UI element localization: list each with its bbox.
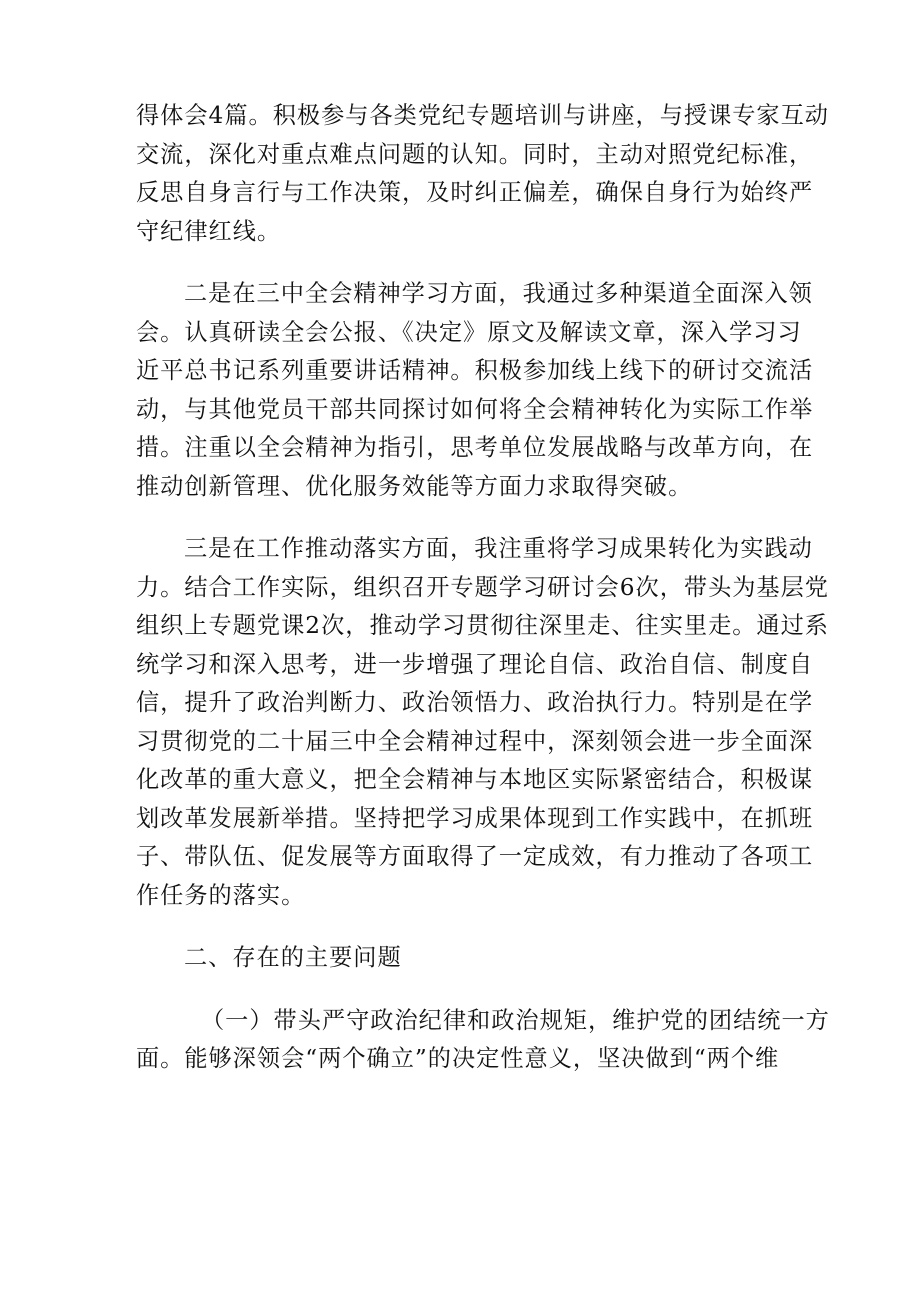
text-line: 划改革发展新举措。坚持把学习成果体现到工作实践中，在抓班 — [136, 804, 814, 832]
text-line: 反思自身言行与工作决策，及时纠正偏差，确保自身行为始终严 — [136, 179, 814, 206]
text-line: 化改革的重大意义，把全会精神与本地区实际紧密结合，积极谋 — [136, 766, 814, 793]
paragraph-1 — [136, 97, 829, 251]
text-line: 交流，深化对重点难点问题的认知。同时，主动对照党纪标准， — [136, 140, 814, 168]
text-line: 近平总书记系列重要讲话精神。积极参加线上线下的研讨交流活 — [136, 357, 814, 384]
text-line: 守纪律红线。 — [136, 217, 282, 245]
text-line: 二是在三中全会精神学习方面，我通过多种渠道全面深入领 — [184, 280, 813, 307]
paragraph-4 — [136, 1002, 830, 1079]
text-line: 三是在工作推动落实方面，我注重将学习成果转化为实践动 — [184, 535, 813, 562]
paragraph-spacer — [136, 915, 786, 939]
section-heading-text: 二、存在的主要问题 — [184, 944, 402, 971]
paragraph-spacer — [136, 978, 786, 1002]
text-line: 措。注重以全会精神为指引，思考单位发展战略与改革方向，在 — [136, 434, 814, 461]
paragraph-2 — [136, 275, 814, 506]
text-line: 得体会4篇。积极参与各类党纪专题培训与讲座，与授课专家互动 — [136, 102, 829, 129]
section-heading — [136, 939, 786, 978]
text-line: 统学习和深入思考，进一步增强了理论自信、政治自信、制度自 — [136, 650, 814, 678]
text-line: 作任务的落实。 — [136, 881, 306, 909]
paragraph-spacer — [136, 506, 786, 530]
text-line: 面。能够深领会“两个确立”的决定性意义，坚决做到“两个维 — [136, 1045, 780, 1072]
text-line: 信，提升了政治判断力、政治领悟力、政治执行力。特别是在学 — [136, 689, 814, 716]
text-line: 习贯彻党的二十届三中全会精神过程中，深刻领会进一步全面深 — [136, 727, 814, 755]
paragraph-spacer — [136, 251, 786, 275]
document-body — [136, 97, 830, 1079]
text-line: 组织上专题党课2次，推动学习贯彻往深里走、往实里走。通过系 — [136, 612, 829, 639]
text-line: （一）带头严守政治纪律和政治规矩，维护党的团结统一方 — [201, 1006, 830, 1034]
paragraph-3 — [136, 530, 829, 915]
text-line: 力。结合工作实际，组织召开专题学习研讨会6次，带头为基层党 — [136, 573, 829, 601]
text-line: 推动创新管理、优化服务效能等方面力求取得突破。 — [136, 472, 693, 500]
text-line: 会。认真研读全会公报、《决定》原文及解读文章，深入学习习 — [136, 318, 802, 346]
text-line: 动，与其他党员干部共同探讨如何将全会精神转化为实际工作举 — [136, 395, 814, 423]
text-line: 子、带队伍、促发展等方面取得了一定成效，有力推动了各项工 — [136, 843, 814, 870]
